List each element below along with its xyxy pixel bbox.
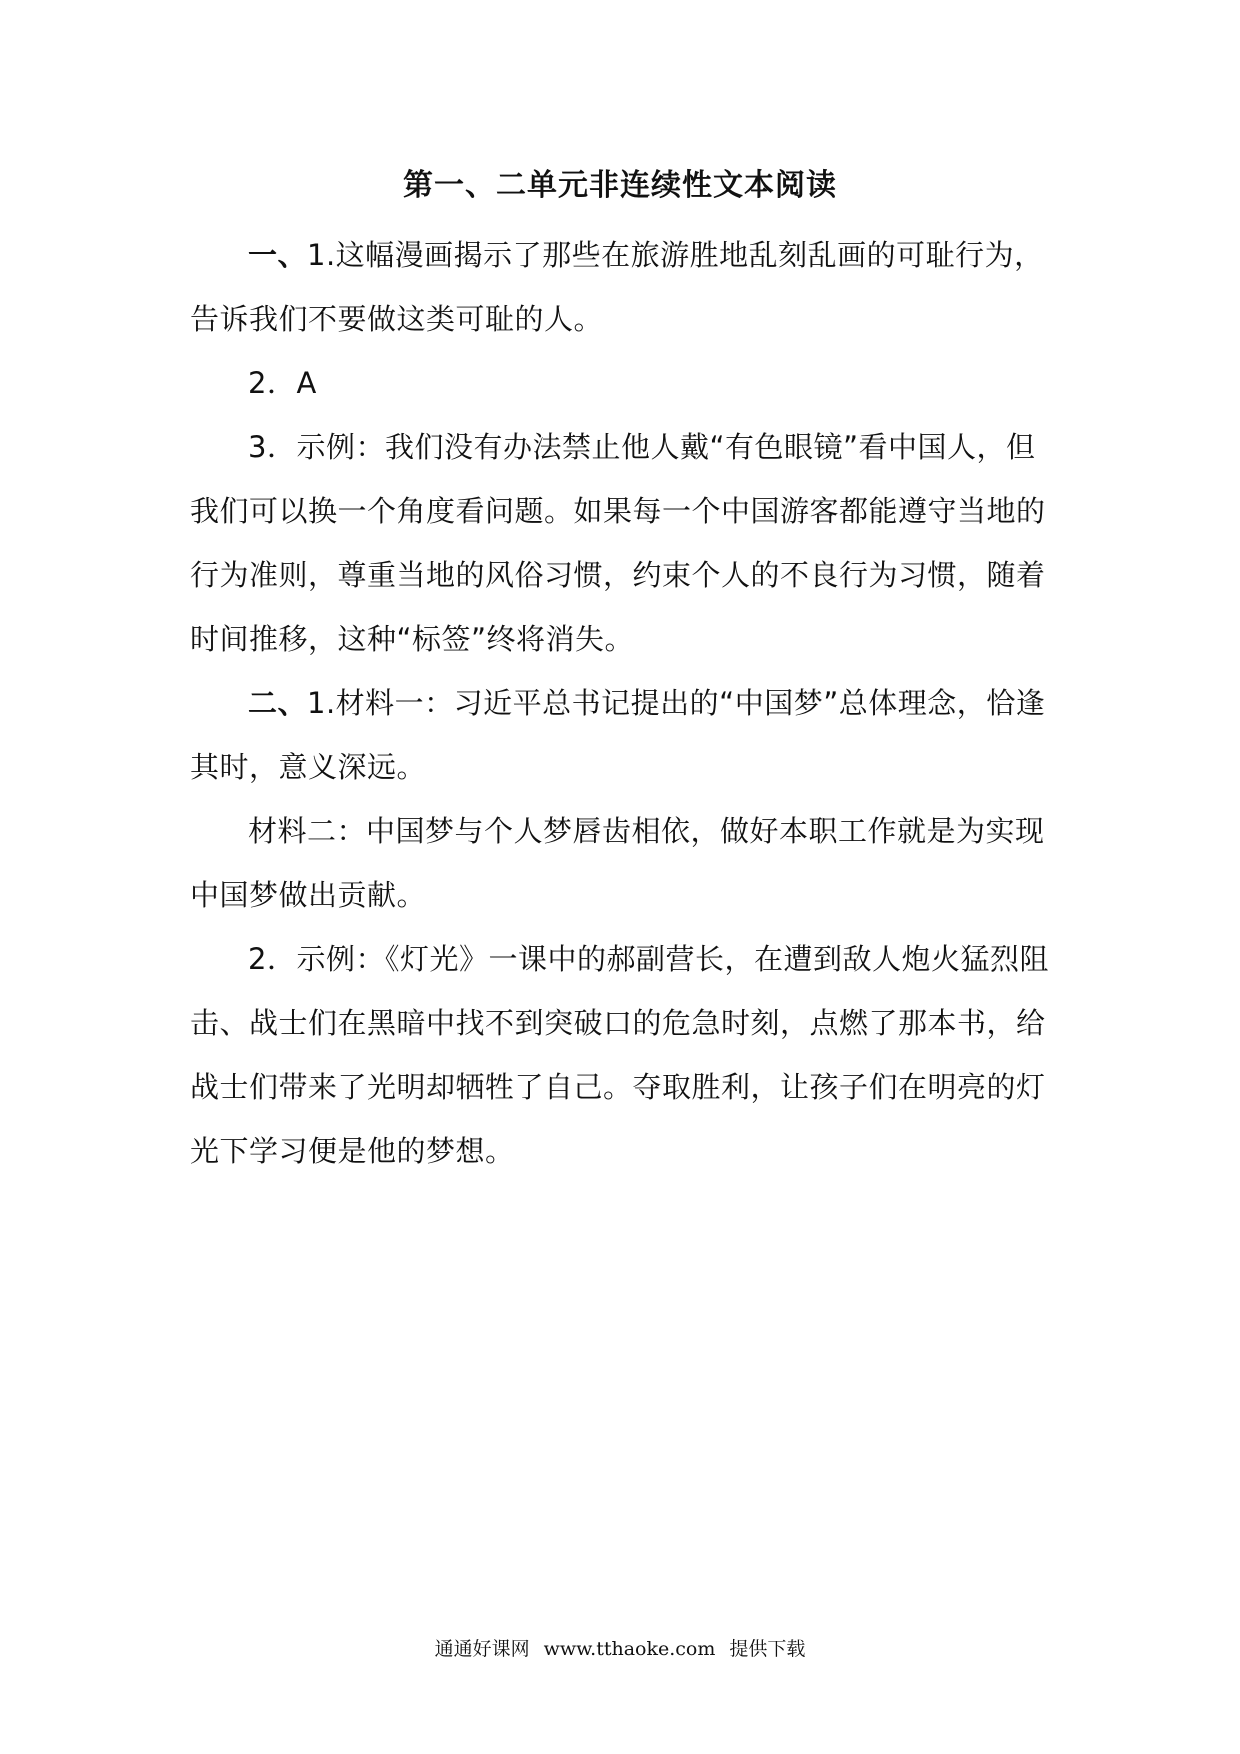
answer-text: 材料二：中国梦与个人梦唇齿相依，做好本职工作就是为实现中国梦做出贡献。: [190, 814, 1045, 912]
answer-paragraph-1: [190, 223, 1060, 351]
answer-text: 2．A: [248, 366, 317, 400]
section-marker-one: 一、: [248, 238, 308, 272]
page-footer: [0, 1634, 1240, 1661]
answer-text: 2．示例：《灯光》一课中的郝副营长，在遭到敌人炮火猛烈阻击、战士们在黑暗中找不到突破口的危急时刻，点燃了那本书，给战士们带来了光明却牺牲了自己。夺取胜利，让孩子们在明亮的灯光下学习便是他的梦想。: [190, 942, 1049, 1168]
answer-paragraph-3: [190, 415, 1060, 671]
answer-paragraph-2: [190, 351, 1060, 415]
section-marker-two: 二、: [248, 686, 308, 720]
footer-suffix: 提供下载: [729, 1638, 806, 1660]
answer-text: 3．示例：我们没有办法禁止他人戴“有色眼镜”看中国人，但我们可以换一个角度看问题。如果每一个中国游客都能遵守当地的行为准则，尊重当地的风俗习惯，约束个人的不良行为习惯，随着时间推移，这种“标签”终将消失。: [190, 430, 1046, 656]
answer-paragraph-5: [190, 799, 1060, 927]
document-title: 第一、二单元非连续性文本阅读: [403, 168, 837, 203]
footer-url-link[interactable]: www.tthaoke.com: [543, 1638, 716, 1660]
footer-site-name: 通通好课网: [434, 1638, 530, 1660]
document-body: [190, 223, 1060, 1183]
answer-paragraph-4: [190, 671, 1060, 799]
answer-text: 1.这幅漫画揭示了那些在旅游胜地乱刻乱画的可耻行为，告诉我们不要做这类可耻的人。: [190, 238, 1044, 336]
answer-text: 1.材料一：习近平总书记提出的“中国梦”总体理念，恰逢其时，意义深远。: [190, 686, 1046, 784]
answer-paragraph-6: [190, 927, 1060, 1183]
